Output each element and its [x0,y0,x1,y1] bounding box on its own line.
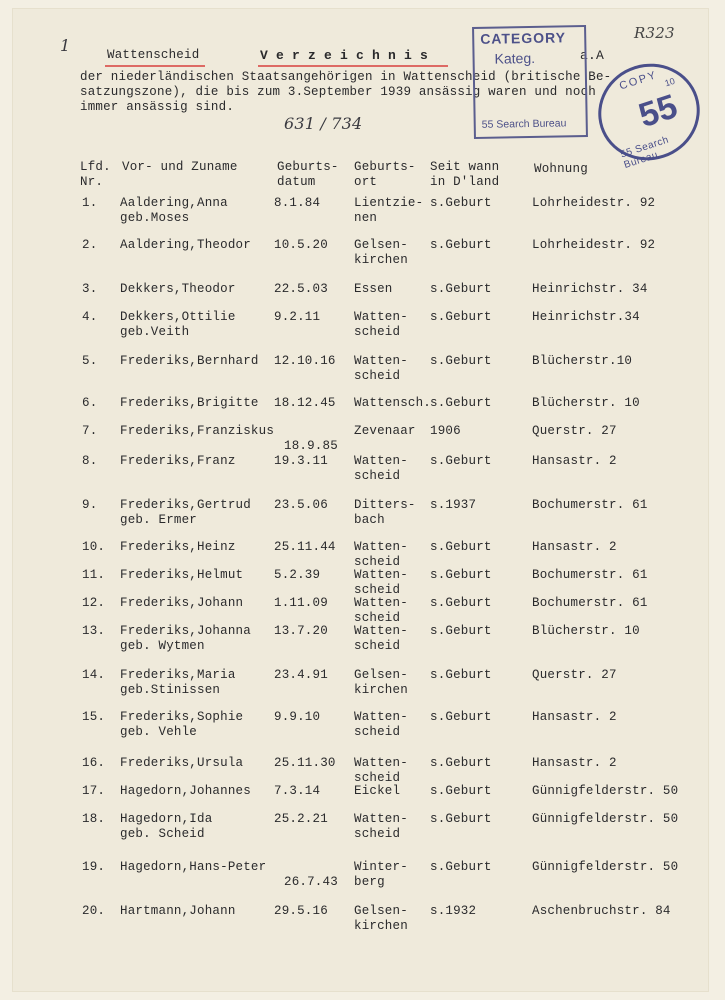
birth-place: Winter- [354,860,408,874]
document-title: V e r z e i c h n i s [260,48,429,63]
row-number: 6. [82,396,98,410]
birth-place: kirchen [354,683,408,697]
category-stamp [472,25,588,139]
document-page [12,8,709,992]
row-number: 9. [82,498,98,512]
address: Bochumerstr. 61 [532,568,648,582]
subtitle-line-2: satzungszone), die bis zum 3.September 1939 ansässig waren und noch [80,85,596,99]
corner-mark: 1 [60,36,71,55]
resident-since: s.Geburt [430,812,492,826]
header-seit-1: Seit wann [430,160,500,174]
address: Hansastr. 2 [532,454,617,468]
address: Bochumerstr. 61 [532,596,648,610]
resident-since: s.Geburt [430,238,492,252]
header-geb-ort-1: Geburts- [354,160,416,174]
birth-date: 26.7.43 [284,875,338,889]
resident-since: s.Geburt [430,860,492,874]
stamp-circle-mark: 10 [663,75,677,89]
resident-since: s.Geburt [430,396,492,410]
birth-place: Watten- [354,756,408,770]
person-name: Dekkers,Theodor [120,282,236,296]
address: Blücherstr. 10 [532,624,640,638]
person-name: geb. Ermer [120,513,198,527]
person-name: Frederiks,Ursula [120,756,244,770]
resident-since: s.1937 [430,498,477,512]
row-number: 8. [82,454,98,468]
row-number: 20. [82,904,106,918]
person-name: geb.Stinissen [120,683,221,697]
address: Blücherstr.10 [532,354,633,368]
birth-place: scheid [354,469,401,483]
birth-date: 8.1.84 [274,196,321,210]
person-name: geb. Vehle [120,725,198,739]
birth-place: scheid [354,583,401,597]
person-name: Hartmann,Johann [120,904,236,918]
header-geb-ort-2: ort [354,175,378,189]
birth-place: Watten- [354,310,408,324]
birth-date: 22.5.03 [274,282,328,296]
row-number: 19. [82,860,106,874]
address: Querstr. 27 [532,668,617,682]
header-geb-datum-1: Geburts- [277,160,339,174]
birth-place: Wattensch. [354,396,432,410]
archive-code: R323 [634,24,675,42]
birth-place: scheid [354,555,401,569]
birth-place: Gelsen- [354,238,408,252]
row-number: 12. [82,596,106,610]
birth-date: 9.2.11 [274,310,321,324]
handwritten-reference: 631 / 734 [284,114,363,133]
resident-since: 1906 [430,424,461,438]
stamp-search-bureau: 55 Search Bureau [481,117,567,131]
person-name: Frederiks,Sophie [120,710,244,724]
resident-since: s.Geburt [430,354,492,368]
birth-date: 12.10.16 [274,354,336,368]
birth-place: Zevenaar [354,424,416,438]
row-number: 15. [82,710,106,724]
row-number: 14. [82,668,106,682]
address: Hansastr. 2 [532,540,617,554]
person-name: Frederiks,Heinz [120,540,236,554]
address: Blücherstr. 10 [532,396,640,410]
birth-place: scheid [354,725,401,739]
birth-place: bach [354,513,385,527]
person-name: geb.Veith [120,325,190,339]
row-number: 3. [82,282,98,296]
row-number: 4. [82,310,98,324]
resident-since: s.Geburt [430,784,492,798]
birth-date: 23.5.06 [274,498,328,512]
birth-date: 13.7.20 [274,624,328,638]
person-name: geb. Wytmen [120,639,205,653]
birth-place: Watten- [354,812,408,826]
birth-place: scheid [354,771,401,785]
person-name: Dekkers,Ottilie [120,310,236,324]
copy-stamp [586,51,713,174]
resident-since: s.Geburt [430,310,492,324]
birth-place: nen [354,211,378,225]
subtitle-line-1: der niederländischen Staatsangehörigen in Wattenscheid (britische Be- [80,70,612,84]
birth-date: 10.5.20 [274,238,328,252]
header-suffix: a.A [580,48,605,63]
birth-place: Watten- [354,540,408,554]
birth-place: berg [354,875,385,889]
person-name: Aaldering,Anna [120,196,228,210]
resident-since: s.Geburt [430,568,492,582]
birth-date: 9.9.10 [274,710,321,724]
birth-date: 18.9.85 [284,439,338,453]
address: Lohrheidestr. 92 [532,196,656,210]
person-name: Frederiks,Johann [120,596,244,610]
address: Günnigfelderstr. 50 [532,860,679,874]
address: Hansastr. 2 [532,710,617,724]
person-name: Frederiks,Franziskus [120,424,275,438]
birth-date: 7.3.14 [274,784,321,798]
address: Günnigfelderstr. 50 [532,784,679,798]
row-number: 10. [82,540,106,554]
row-number: 1. [82,196,98,210]
resident-since: s.1932 [430,904,477,918]
resident-since: s.Geburt [430,196,492,210]
resident-since: s.Geburt [430,540,492,554]
birth-date: 29.5.16 [274,904,328,918]
address: Bochumerstr. 61 [532,498,648,512]
person-name: geb. Scheid [120,827,205,841]
address: Günnigfelderstr. 50 [532,812,679,826]
resident-since: s.Geburt [430,596,492,610]
resident-since: s.Geburt [430,756,492,770]
header-city: Wattenscheid [107,48,200,62]
birth-date: 25.2.21 [274,812,328,826]
header-name: Vor- und Zuname [122,160,238,174]
birth-place: Lientzie- [354,196,424,210]
stamp-kateg-label: Kateg. [494,49,536,67]
stamp-circle-text: 55 Search Bureau [619,134,671,171]
birth-place: Watten- [354,454,408,468]
header-lfd: Lfd. [80,160,111,174]
resident-since: s.Geburt [430,454,492,468]
address: Heinrichstr. 34 [532,282,648,296]
resident-since: s.Geburt [430,668,492,682]
person-name: Frederiks,Johanna [120,624,251,638]
resident-since: s.Geburt [430,624,492,638]
resident-since: s.Geburt [430,710,492,724]
birth-date: 5.2.39 [274,568,321,582]
person-name: geb.Moses [120,211,190,225]
address: Querstr. 27 [532,424,617,438]
header-nr: Nr. [80,175,104,189]
person-name: Hagedorn,Hans-Peter [120,860,267,874]
person-name: Frederiks,Franz [120,454,236,468]
address: Hansastr. 2 [532,756,617,770]
person-name: Frederiks,Brigitte [120,396,259,410]
birth-date: 23.4.91 [274,668,328,682]
birth-place: Gelsen- [354,904,408,918]
row-number: 5. [82,354,98,368]
person-name: Frederiks,Helmut [120,568,244,582]
subtitle-line-3: immer ansässig sind. [80,100,235,114]
birth-place: scheid [354,639,401,653]
birth-place: kirchen [354,919,408,933]
birth-date: 25.11.30 [274,756,336,770]
resident-since: s.Geburt [430,282,492,296]
stamp-category-label: CATEGORY [480,29,567,47]
city-underline [105,65,205,67]
birth-place: Watten- [354,596,408,610]
header-seit-2: in D'land [430,175,500,189]
address: Heinrichstr.34 [532,310,640,324]
person-name: Hagedorn,Johannes [120,784,251,798]
birth-place: Eickel [354,784,401,798]
person-name: Frederiks,Maria [120,668,236,682]
stamp-copy-label: COPY [617,68,659,93]
title-underline [258,65,448,67]
row-number: 17. [82,784,106,798]
person-name: Frederiks,Bernhard [120,354,259,368]
birth-place: Watten- [354,354,408,368]
birth-place: kirchen [354,253,408,267]
birth-place: scheid [354,325,401,339]
birth-date: 1.11.09 [274,596,328,610]
address: Aschenbruchstr. 84 [532,904,671,918]
row-number: 18. [82,812,106,826]
birth-date: 19.3.11 [274,454,328,468]
stamp-copy-number: 55 [634,87,682,136]
birth-place: Watten- [354,624,408,638]
row-number: 7. [82,424,98,438]
person-name: Frederiks,Gertrud [120,498,251,512]
birth-place: Watten- [354,710,408,724]
birth-place: scheid [354,827,401,841]
birth-place: scheid [354,369,401,383]
row-number: 16. [82,756,106,770]
birth-place: Essen [354,282,393,296]
birth-place: Gelsen- [354,668,408,682]
person-name: Hagedorn,Ida [120,812,213,826]
row-number: 2. [82,238,98,252]
header-wohnung: Wohnung [534,162,588,176]
birth-date: 25.11.44 [274,540,336,554]
birth-place: Watten- [354,568,408,582]
address: Lohrheidestr. 92 [532,238,656,252]
row-number: 13. [82,624,106,638]
row-number: 11. [82,568,106,582]
header-geb-datum-2: datum [277,175,316,189]
person-name: Aaldering,Theodor [120,238,251,252]
birth-date: 18.12.45 [274,396,336,410]
birth-place: Ditters- [354,498,416,512]
birth-place: scheid [354,611,401,625]
